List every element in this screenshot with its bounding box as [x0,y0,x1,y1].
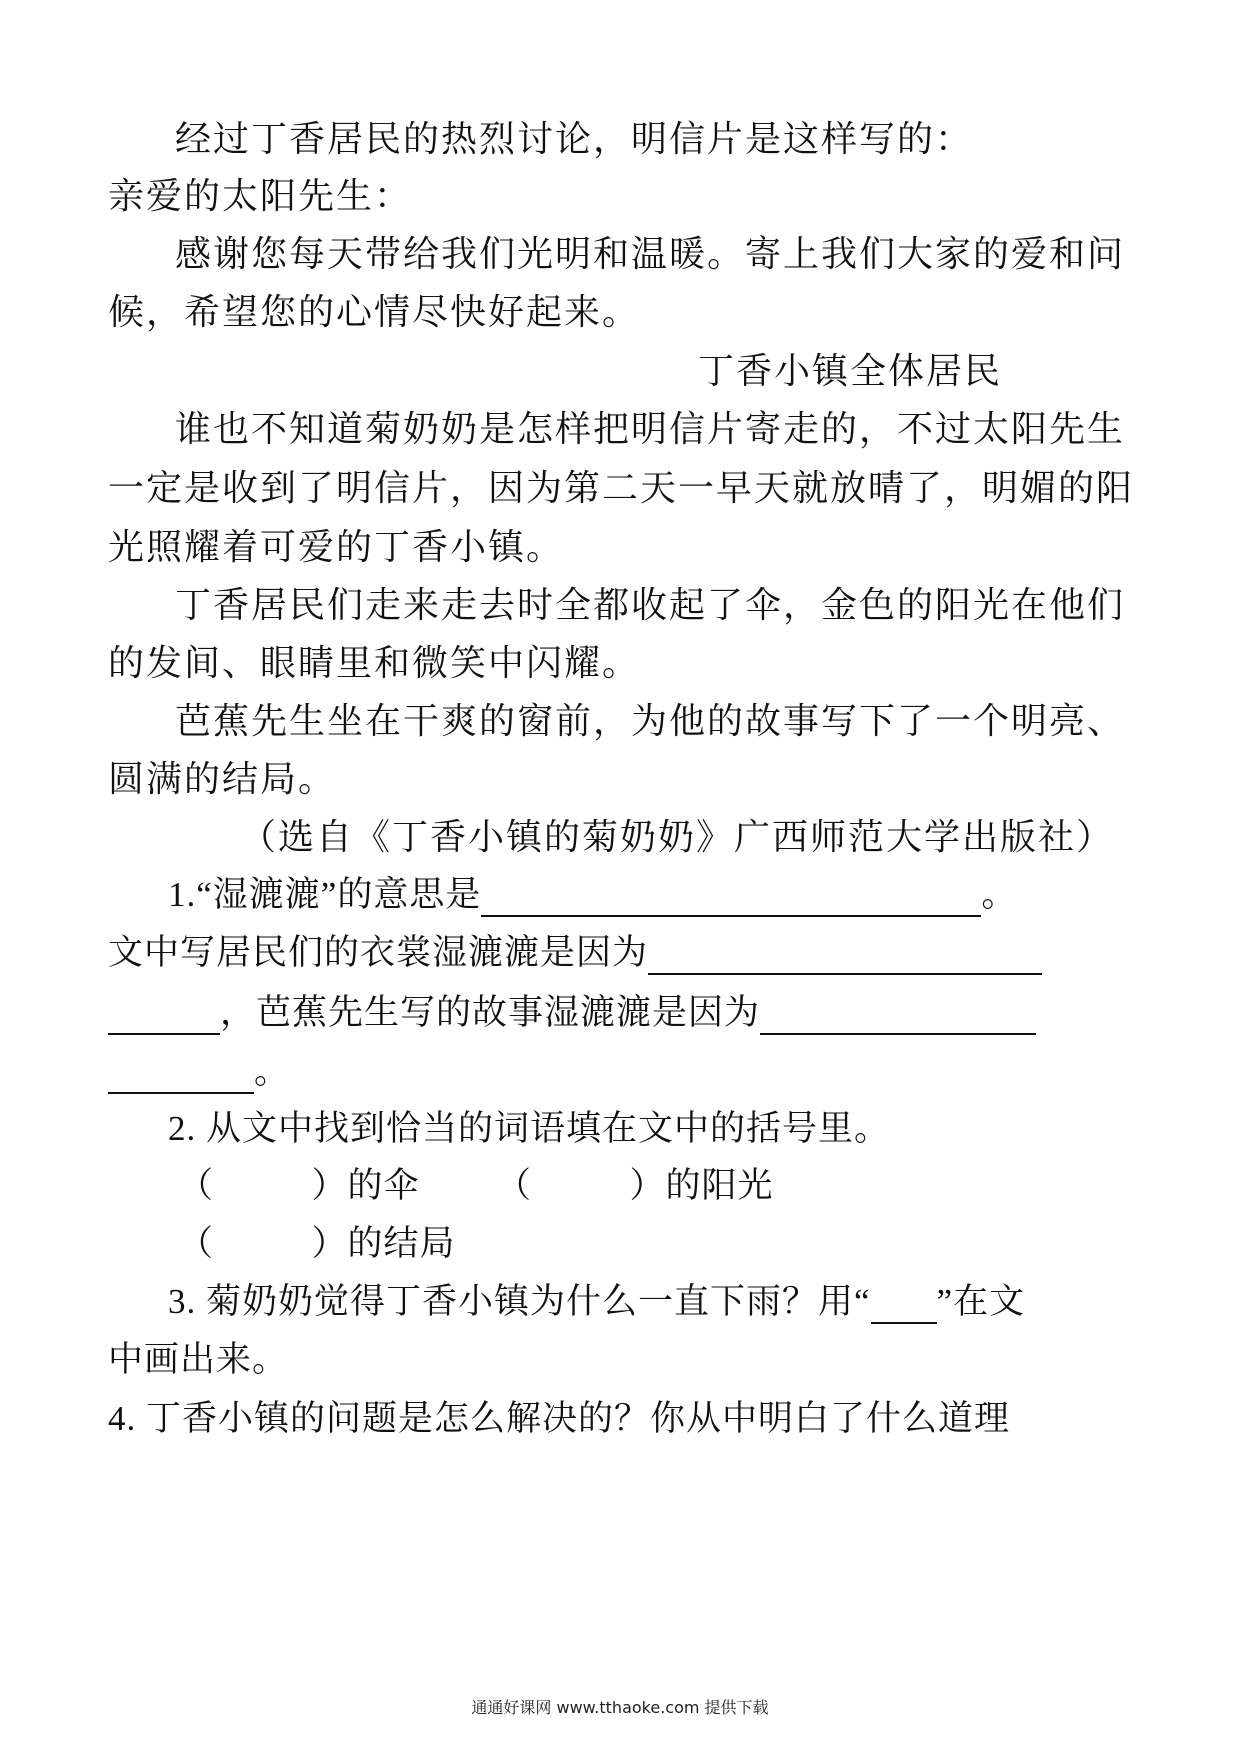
paragraph-line: 圆满的结局。 [108,759,337,800]
letter-salutation: 亲爱的太阳先生： [108,176,413,217]
paragraph-line: 芭蕉先生坐在干爽的窗前，为他的故事写下了一个明亮、 [175,701,1126,742]
paragraph-line: 的发间、眼睛里和微笑中闪耀。 [108,643,641,684]
bracket-answer-ending[interactable]: （ ）的结局 [178,1224,456,1263]
question-3: 3. 菊奶奶觉得丁香小镇为什么一直下雨？用“ ”在文 [168,1280,1025,1324]
question-1: 1.“湿漉漉”的意思是 。 [168,873,1017,917]
bracket-answer-umbrella[interactable]: （ ）的伞 [178,1166,420,1205]
passage-intro: 经过丁香居民的热烈讨论，明信片是这样写的： [175,119,974,160]
answer-blank[interactable] [760,999,1036,1035]
paragraph-line: 谁也不知道菊奶奶是怎样把明信片寄走的，不过太阳先生 [175,409,1126,450]
letter-body-line: 感谢您每天带给我们光明和温暖。寄上我们大家的爱和问 [175,234,1126,275]
source-citation: （选自《丁香小镇的菊奶奶》广西师范大学出版社） [240,817,1115,858]
bracket-answer-sunlight[interactable]: （ ）的阳光 [496,1166,774,1205]
paragraph-line: 丁香居民们走来走去时全都收起了伞，金色的阳光在他们 [175,585,1126,626]
question-3-line: 中画出来。 [108,1340,289,1379]
question-1-line: 文中写居民们的衣裳湿漉漉是因为 [108,931,1042,975]
answer-blank[interactable] [648,939,1042,975]
paragraph-line: 光照耀着可爱的丁香小镇。 [108,527,565,568]
answer-blank[interactable] [481,881,981,917]
paragraph-line: 一定是收到了明信片，因为第二天一早天就放晴了，明媚的阳 [108,468,1135,509]
answer-blank[interactable] [108,999,220,1035]
question-4: 4. 丁香小镇的问题是怎么解决的？你从中明白了什么道理 [108,1399,1011,1438]
question-1-line: 。 [108,1050,290,1094]
underline-mark [871,1292,937,1324]
letter-body-line: 候，希望您的心情尽快好起来。 [108,292,641,333]
question-2: 2. 从文中找到恰当的词语填在文中的括号里。 [168,1109,891,1148]
footer-download-note: 通通好课网 www.tthaoke.com 提供下载 [471,1698,769,1717]
question-1-line: ，芭蕉先生写的故事湿漉漉是因为 [108,991,1036,1035]
question-1-prompt: 1.“湿漉漉”的意思是 [168,875,482,914]
answer-blank[interactable] [108,1058,254,1094]
letter-signature: 丁香小镇全体居民 [697,351,1002,392]
